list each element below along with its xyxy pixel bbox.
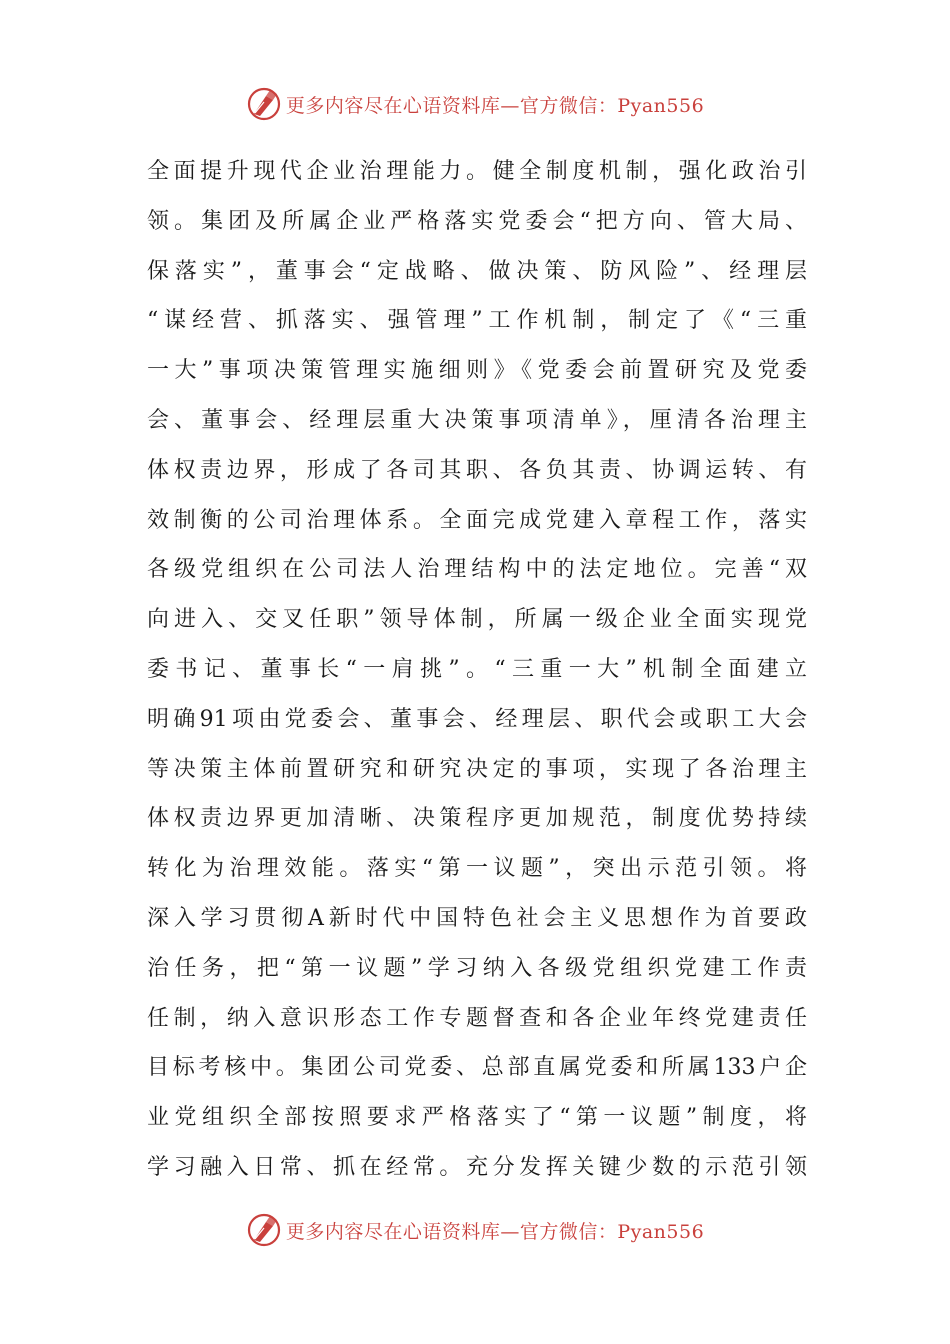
body-line: 等决策主体前置研究和研究决定的事项，实现了各治理主	[147, 756, 807, 782]
body-line: 治任务，把“第一议题”学习纳入各级党组织党建工作责	[147, 955, 807, 981]
pen-nib-circle-icon	[246, 1212, 282, 1248]
footer-banner	[0, 1210, 950, 1250]
footer-banner-content	[246, 1212, 704, 1248]
body-line: 转化为治理效能。落实“第一议题”，突出示范引领。将	[147, 856, 807, 882]
body-line: 学习融入日常、抓在经常。充分发挥关键少数的示范引领	[147, 1154, 807, 1180]
body-line: 体权责边界更加清晰、决策程序更加规范，制度优势持续	[147, 806, 807, 832]
body-line: 一大”事项决策管理实施细则》《党委会前置研究及党委	[147, 358, 807, 384]
body-line: 任制，纳入意识形态工作专题督查和各企业年终党建责任	[147, 1005, 807, 1031]
body-line: 体权责边界，形成了各司其职、各负其责、协调运转、有	[147, 457, 807, 483]
footer-banner-text: 更多内容尽在心语资料库—官方微信：Pyan556	[285, 1220, 705, 1243]
document-body	[147, 147, 807, 1193]
header-banner	[0, 84, 950, 124]
body-line: 深入学习贯彻A新时代中国特色社会主义思想作为首要政	[147, 905, 807, 931]
pen-nib-circle-icon	[246, 86, 282, 122]
body-line: 委书记、董事长“一肩挑”。“三重一大”机制全面建立	[147, 656, 807, 682]
body-line: 效制衡的公司治理体系。全面完成党建入章程工作，落实	[147, 507, 807, 533]
body-line: 各级党组织在公司法人治理结构中的法定地位。完善“双	[147, 557, 807, 583]
body-line: 保落实”，董事会“定战略、做决策、防风险”、经理层	[147, 258, 807, 284]
header-banner-text: 更多内容尽在心语资料库—官方微信：Pyan556	[285, 94, 705, 117]
body-line: “谋经营、抓落实、强管理”工作机制，制定了《“三重	[147, 308, 807, 334]
body-line: 全面提升现代企业治理能力。健全制度机制，强化政治引	[147, 159, 807, 184]
body-line: 明确91项由党委会、董事会、经理层、职代会或职工大会	[147, 706, 807, 732]
body-line: 目标考核中。集团公司党委、总部直属党委和所属133户企	[147, 1055, 807, 1081]
body-line: 业党组织全部按照要求严格落实了“第一议题”制度，将	[147, 1105, 807, 1131]
body-line: 向进入、交叉任职”领导体制，所属一级企业全面实现党	[147, 607, 807, 633]
header-banner-content	[246, 86, 704, 122]
body-line: 会、董事会、经理层重大决策事项清单》，厘清各治理主	[147, 407, 807, 433]
body-line: 领。集团及所属企业严格落实党委会“把方向、管大局、	[147, 208, 807, 234]
